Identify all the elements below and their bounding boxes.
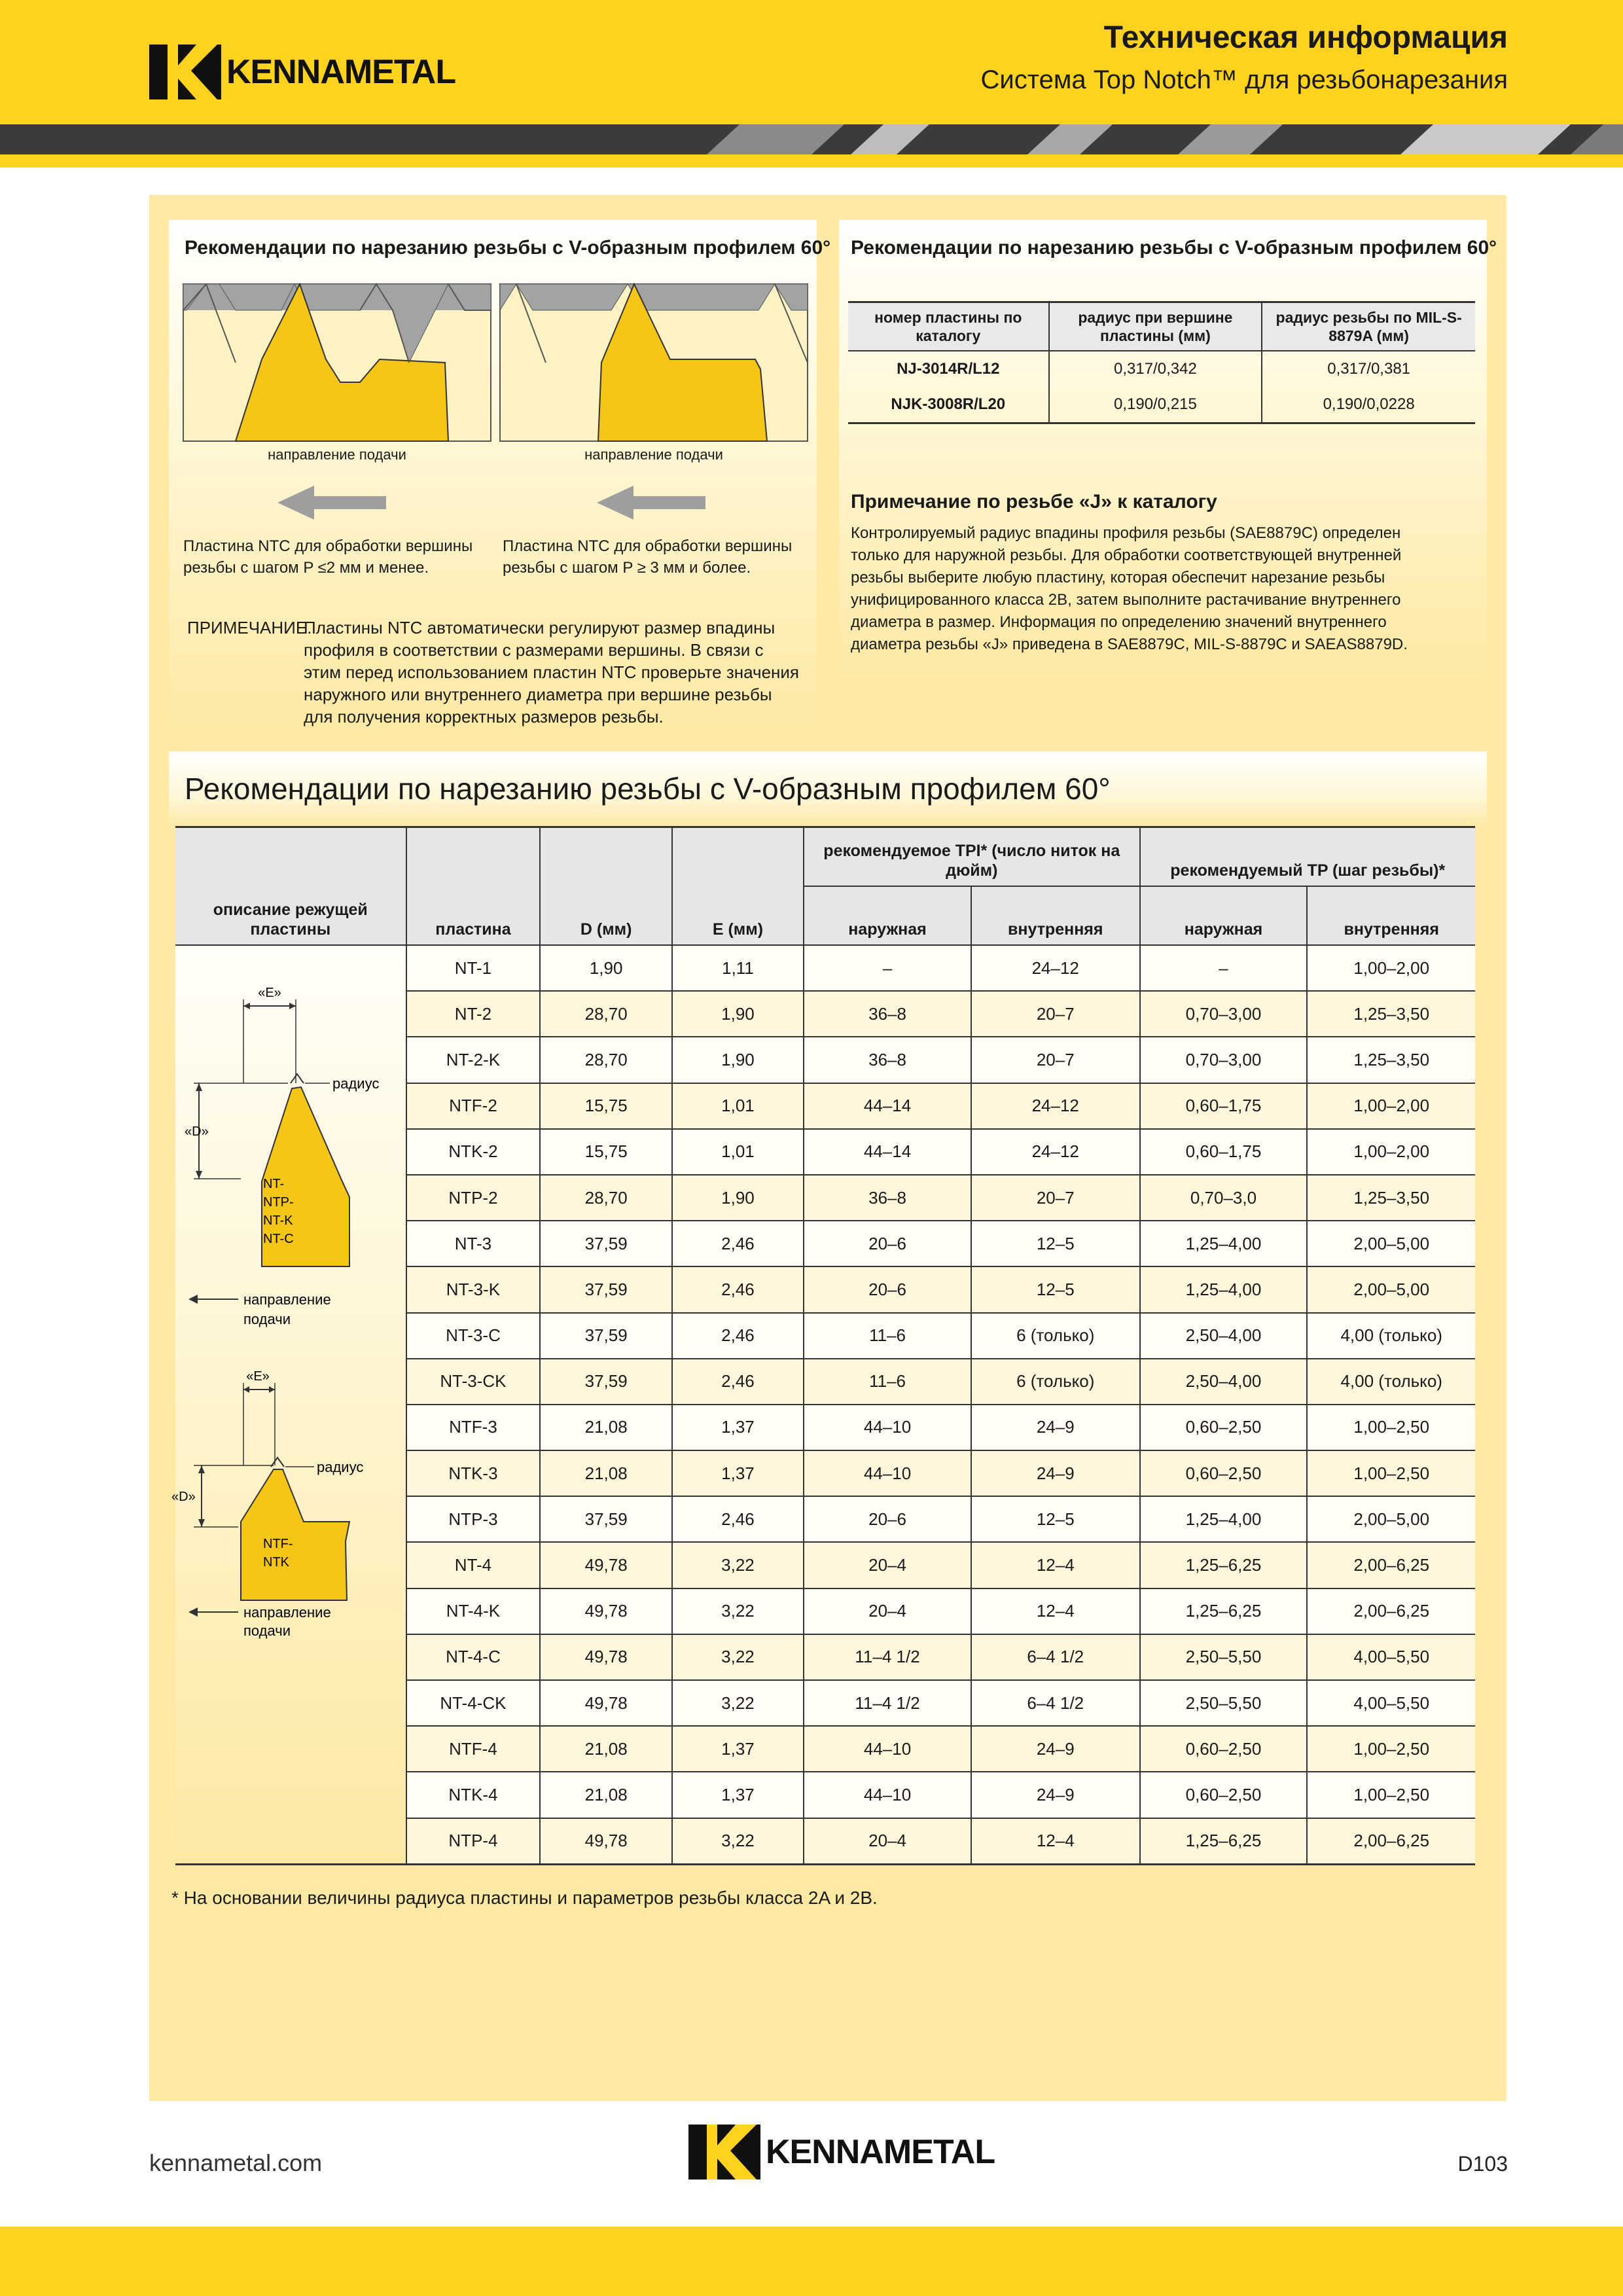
brand-wordmark: KENNAMETAL <box>226 53 456 91</box>
kennametal-logo-mark <box>688 2125 760 2179</box>
table-cell: 44–14 <box>804 1129 971 1175</box>
svg-text:NT-: NT- <box>263 1177 285 1191</box>
svg-text:NTK: NTK <box>263 1555 289 1570</box>
table-cell: 15,75 <box>540 1129 671 1175</box>
table-cell: 0,60–2,50 <box>1140 1405 1308 1450</box>
table-cell: NTK-3 <box>406 1450 541 1496</box>
table-cell: 1,01 <box>672 1083 804 1129</box>
table-cell: 1,90 <box>540 945 671 991</box>
arrow-left-icon <box>188 1295 198 1304</box>
table-cell: 1,25–4,00 <box>1140 1496 1308 1542</box>
table-cell: 1,90 <box>672 991 804 1037</box>
table-cell: 1,25–3,50 <box>1307 991 1475 1037</box>
footer-logo[interactable] <box>688 2125 995 2179</box>
table-cell: 44–10 <box>804 1726 971 1772</box>
arrow-left-icon <box>597 486 705 520</box>
table-cell: 20–4 <box>804 1542 971 1588</box>
col-header-tpi-int: внутренняя <box>971 886 1139 945</box>
table-cell: 36–8 <box>804 1175 971 1221</box>
table-cell: 20–7 <box>971 1037 1139 1083</box>
table-cell: 12–4 <box>971 1588 1139 1634</box>
table-cell: 0,60–2,50 <box>1140 1450 1308 1496</box>
table-cell: 2,00–5,00 <box>1307 1266 1475 1312</box>
svg-text:подачи: подачи <box>243 1623 291 1639</box>
col-header-tp-int: внутренняя <box>1307 886 1475 945</box>
note-line: диаметра резьбы «J» приведена в SAE8879C, MIL-S-8879C и SAEAS8879D. <box>851 636 1408 653</box>
table-cell: 0,317/0,381 <box>1262 351 1475 387</box>
j-thread-note-title: Примечание по резьбе «J» к каталогу <box>851 491 1217 512</box>
table-cell: 49,78 <box>540 1588 671 1634</box>
table-cell: NJK-3008R/L20 <box>848 387 1049 423</box>
table-cell: 24–12 <box>971 1083 1139 1129</box>
table-cell: 1,37 <box>672 1405 804 1450</box>
table-cell: 20–4 <box>804 1588 971 1634</box>
insert-diagram-cell <box>171 945 406 1864</box>
table-cell: 3,22 <box>672 1634 804 1680</box>
table-cell: 1,25–4,00 <box>1140 1221 1308 1266</box>
table-cell: 15,75 <box>540 1083 671 1129</box>
thread-profile-diagram-2 <box>500 284 808 442</box>
note-line: Пластины NTC автоматически регулируют размер впадины <box>304 618 776 637</box>
col-header-tp-ext: наружная <box>1140 886 1308 945</box>
table-cell: 0,190/0,215 <box>1049 387 1262 423</box>
table-cell: 24–12 <box>971 945 1139 991</box>
table-cell: 12–4 <box>971 1542 1139 1588</box>
page-subtitle: Система Top Notch™ для резьбонарезания <box>980 65 1508 94</box>
note-line: резьбы выберите любую пластину, которая обеспечит нарезание резьбы <box>851 569 1385 586</box>
table-cell: 6–4 1/2 <box>971 1680 1139 1726</box>
header-stripe <box>0 124 1623 154</box>
table-cell: 4,00 (только) <box>1307 1359 1475 1405</box>
table-cell: 4,00 (только) <box>1307 1313 1475 1359</box>
table-cell: NT-1 <box>406 945 541 991</box>
table-cell: 21,08 <box>540 1405 671 1450</box>
table-row <box>848 351 1475 387</box>
svg-text:подачи: подачи <box>243 1311 291 1327</box>
note-line: диаметра в размер. Информация по определению значений внутреннего <box>851 613 1387 631</box>
note-line: Контролируемый радиус впадины профиля резьбы (SAE8879C) определен <box>851 524 1401 542</box>
table-cell: 3,22 <box>672 1818 804 1865</box>
table-cell: 1,00–2,50 <box>1307 1450 1475 1496</box>
table-cell: 3,22 <box>672 1542 804 1588</box>
table-cell: 1,11 <box>672 945 804 991</box>
feed-direction-label-1: направление подачи <box>268 446 406 463</box>
thread-recommendation-table <box>171 826 1475 1865</box>
table-cell: 37,59 <box>540 1313 671 1359</box>
table-cell: 1,37 <box>672 1450 804 1496</box>
table-cell: 2,50–4,00 <box>1140 1313 1308 1359</box>
table-cell: 12–5 <box>971 1221 1139 1266</box>
table-cell: 6 (только) <box>971 1313 1139 1359</box>
insert-profile-diagrams <box>171 946 401 1839</box>
svg-text:направление: направление <box>243 1604 331 1621</box>
table-row <box>175 945 1475 991</box>
svg-text:«E»: «E» <box>246 1369 270 1384</box>
svg-text:направление: направление <box>243 1291 331 1308</box>
table-cell: NTP-2 <box>406 1175 541 1221</box>
table-cell: 2,50–4,00 <box>1140 1359 1308 1405</box>
table-cell: 1,90 <box>672 1037 804 1083</box>
arrow-left-icon <box>277 486 386 520</box>
table-cell: NJ-3014R/L12 <box>897 360 1000 378</box>
table-cell: – <box>1140 945 1308 991</box>
table-cell: 2,46 <box>672 1221 804 1266</box>
header-logo[interactable] <box>149 45 455 99</box>
table-cell: 2,46 <box>672 1313 804 1359</box>
table-header-row <box>175 827 1475 887</box>
note-line: наружного или внутреннего диаметра при вершине резьбы <box>304 685 772 704</box>
table-cell: 1,25–6,25 <box>1140 1818 1308 1865</box>
header-underline <box>0 154 1623 168</box>
table-cell: 1,25–6,25 <box>1140 1588 1308 1634</box>
table-cell: 0,60–1,75 <box>1140 1083 1308 1129</box>
radius-label: радиус <box>332 1075 380 1092</box>
table-cell: 0,60–1,75 <box>1140 1129 1308 1175</box>
note-line: профиля в соответствии с размерами вершины. В связи с <box>304 640 764 660</box>
page-title: Техническая информация <box>1103 20 1508 55</box>
table-cell: 0,70–3,00 <box>1140 991 1308 1037</box>
note-line: унифицированного класса 2B, затем выполните растачивание внутреннего <box>851 591 1401 609</box>
col-header-d: D (мм) <box>540 827 671 946</box>
radius-table <box>848 301 1475 424</box>
table-cell: 49,78 <box>540 1818 671 1865</box>
kennametal-logo-mark <box>149 45 221 99</box>
table-cell: 1,37 <box>672 1726 804 1772</box>
table-cell: 0,70–3,00 <box>1140 1037 1308 1083</box>
table-cell: 21,08 <box>540 1772 671 1818</box>
table-cell: NT-4-CK <box>406 1680 541 1726</box>
table-cell: 0,60–2,50 <box>1140 1772 1308 1818</box>
svg-text:NTP-: NTP- <box>263 1195 294 1210</box>
main-table-title: Рекомендации по нарезанию резьбы с V-образным профилем 60° <box>185 772 1111 806</box>
table-cell: NTP-4 <box>406 1818 541 1865</box>
table-cell: 0,70–3,0 <box>1140 1175 1308 1221</box>
table-cell: 1,25–3,50 <box>1307 1175 1475 1221</box>
table-cell: NT-2 <box>406 991 541 1037</box>
note-line: этим перед использованием пластин NTC проверьте значения <box>304 662 799 682</box>
footer-bar <box>0 2227 1623 2296</box>
table-cell: 49,78 <box>540 1680 671 1726</box>
arrow-left-icon <box>188 1607 198 1617</box>
caption-2-line1: Пластина NTC для обработки вершины <box>503 537 793 555</box>
table-cell: 24–9 <box>971 1772 1139 1818</box>
table-cell: NT-3 <box>406 1221 541 1266</box>
table-cell: 6–4 1/2 <box>971 1634 1139 1680</box>
table-cell: 28,70 <box>540 1037 671 1083</box>
table-cell: NT-2-K <box>406 1037 541 1083</box>
table-cell: NTF-2 <box>406 1083 541 1129</box>
col-header-catalog: номер пластины по каталогу <box>848 302 1049 351</box>
footnote: * На основании величины радиуса пластины и параметров резьбы класса 2A и 2B. <box>171 1888 878 1908</box>
col-header-desc: описание режущей пластины <box>175 827 406 946</box>
brand-wordmark: KENNAMETAL <box>766 2133 995 2171</box>
table-cell: 36–8 <box>804 1037 971 1083</box>
table-cell: – <box>804 945 971 991</box>
table-cell: 1,00–2,50 <box>1307 1772 1475 1818</box>
footer-url[interactable]: kennametal.com <box>149 2149 323 2176</box>
table-cell: 1,25–4,00 <box>1140 1266 1308 1312</box>
table-cell: 37,59 <box>540 1359 671 1405</box>
table-cell: 1,00–2,00 <box>1307 945 1475 991</box>
table-cell: 44–14 <box>804 1083 971 1129</box>
col-header-insert-radius: радиус при вершине пластины (мм) <box>1049 302 1262 351</box>
table-cell: 1,00–2,00 <box>1307 1129 1475 1175</box>
table-cell: 24–12 <box>971 1129 1139 1175</box>
table-cell: 11–4 1/2 <box>804 1680 971 1726</box>
note-text <box>304 617 799 728</box>
table-cell: 20–4 <box>804 1818 971 1865</box>
table-cell: NT-3-CK <box>406 1359 541 1405</box>
table-cell: 1,37 <box>672 1772 804 1818</box>
table-cell: 21,08 <box>540 1726 671 1772</box>
table-cell: 6 (только) <box>971 1359 1139 1405</box>
table-cell: 4,00–5,50 <box>1307 1634 1475 1680</box>
table-cell: 20–6 <box>804 1221 971 1266</box>
table-cell: 1,01 <box>672 1129 804 1175</box>
table-cell: NTK-4 <box>406 1772 541 1818</box>
col-header-tpi-ext: наружная <box>804 886 971 945</box>
table-cell: 2,00–5,00 <box>1307 1221 1475 1266</box>
table-cell: 2,00–6,25 <box>1307 1588 1475 1634</box>
table-cell: 21,08 <box>540 1450 671 1496</box>
table-cell: 28,70 <box>540 1175 671 1221</box>
table-cell: 11–6 <box>804 1313 971 1359</box>
table-cell: 20–6 <box>804 1266 971 1312</box>
table-cell: 44–10 <box>804 1450 971 1496</box>
table-cell: NT-3-C <box>406 1313 541 1359</box>
feed-direction-label-2: направление подачи <box>584 446 723 463</box>
table-cell: 37,59 <box>540 1221 671 1266</box>
table-row <box>848 387 1475 423</box>
table-cell: NTK-2 <box>406 1129 541 1175</box>
table-cell: 20–6 <box>804 1496 971 1542</box>
table-cell: 1,25–3,50 <box>1307 1037 1475 1083</box>
note-label: ПРИМЕЧАНИЕ. <box>187 618 312 637</box>
table-cell: 24–9 <box>971 1726 1139 1772</box>
table-cell: 12–5 <box>971 1266 1139 1312</box>
table-cell: 4,00–5,50 <box>1307 1680 1475 1726</box>
col-header-thread-radius: радиус резьбы по MIL-S-8879A (мм) <box>1262 302 1475 351</box>
table-cell: NTP-3 <box>406 1496 541 1542</box>
table-cell: 36–8 <box>804 991 971 1037</box>
table-cell: 11–6 <box>804 1359 971 1405</box>
table-cell: 49,78 <box>540 1634 671 1680</box>
table-cell: 24–9 <box>971 1450 1139 1496</box>
table-cell: 20–7 <box>971 1175 1139 1221</box>
page-number: D103 <box>1457 2152 1508 2176</box>
table-cell: 1,00–2,50 <box>1307 1726 1475 1772</box>
table-cell: NTF-3 <box>406 1405 541 1450</box>
table-cell: 49,78 <box>540 1542 671 1588</box>
d-mark-label: «D» <box>185 1124 209 1139</box>
col-header-e: E (мм) <box>672 827 804 946</box>
thread-profile-diagram-1 <box>183 284 491 442</box>
caption-1-line2: резьбы с шагом P ≤2 мм и менее. <box>183 559 429 577</box>
table-cell: 0,317/0,342 <box>1049 351 1262 387</box>
table-cell: 24–9 <box>971 1405 1139 1450</box>
table-cell: 37,59 <box>540 1496 671 1542</box>
table-cell: 3,22 <box>672 1680 804 1726</box>
svg-text:«D»: «D» <box>171 1490 196 1504</box>
table-cell: NTF-4 <box>406 1726 541 1772</box>
note-line: только для наружной резьбы. Для обработки соответствующей внутренней <box>851 547 1402 564</box>
col-header-tpi-group: рекомендуемое TPI* (число ниток на дюйм) <box>804 827 1139 887</box>
table-cell: 0,190/0,0228 <box>1262 387 1475 423</box>
caption-1-line1: Пластина NTC для обработки вершины <box>183 537 473 555</box>
table-cell: 2,00–5,00 <box>1307 1496 1475 1542</box>
table-cell: 0,60–2,50 <box>1140 1726 1308 1772</box>
table-cell: 3,22 <box>672 1588 804 1634</box>
table-cell: 44–10 <box>804 1405 971 1450</box>
table-cell: 11–4 1/2 <box>804 1634 971 1680</box>
svg-text:радиус: радиус <box>317 1459 364 1475</box>
table-cell: 2,46 <box>672 1496 804 1542</box>
table-cell: 1,00–2,00 <box>1307 1083 1475 1129</box>
svg-text:NT-C: NT-C <box>263 1232 294 1246</box>
table-cell: 1,90 <box>672 1175 804 1221</box>
table-cell: 2,50–5,50 <box>1140 1634 1308 1680</box>
radius-table-header <box>848 302 1475 351</box>
table-cell: 2,46 <box>672 1359 804 1405</box>
table-cell: 28,70 <box>540 991 671 1037</box>
svg-text:NTF-: NTF- <box>263 1537 293 1551</box>
table-cell: NT-4 <box>406 1542 541 1588</box>
table-cell: NT-3-K <box>406 1266 541 1312</box>
table-cell: 1,00–2,50 <box>1307 1405 1475 1450</box>
table-cell: 12–4 <box>971 1818 1139 1865</box>
left-box-title: Рекомендации по нарезанию резьбы с V-образным профилем 60° <box>185 237 831 259</box>
col-header-insert: пластина <box>406 827 541 946</box>
e-mark-label: «E» <box>258 986 281 1000</box>
table-cell: NT-4-K <box>406 1588 541 1634</box>
table-cell: 2,50–5,50 <box>1140 1680 1308 1726</box>
note-line: для получения корректных размеров резьбы. <box>304 707 664 726</box>
table-cell: 20–7 <box>971 991 1139 1037</box>
table-cell: NT-4-C <box>406 1634 541 1680</box>
table-cell: 37,59 <box>540 1266 671 1312</box>
caption-2-line2: резьбы с шагом P ≥ 3 мм и более. <box>503 559 751 577</box>
col-header-tp-group: рекомендуемый TP (шаг резьбы)* <box>1140 827 1476 887</box>
svg-text:NT-K: NT-K <box>263 1213 293 1228</box>
table-cell: 44–10 <box>804 1772 971 1818</box>
caption-2 <box>503 535 792 579</box>
table-cell: 2,00–6,25 <box>1307 1542 1475 1588</box>
j-thread-note-text <box>851 522 1408 656</box>
table-cell: 2,00–6,25 <box>1307 1818 1475 1865</box>
right-box-title: Рекомендации по нарезанию резьбы с V-образным профилем 60° <box>851 237 1497 259</box>
caption-1 <box>183 535 473 579</box>
table-cell: 2,46 <box>672 1266 804 1312</box>
table-cell: 12–5 <box>971 1496 1139 1542</box>
table-cell: 1,25–6,25 <box>1140 1542 1308 1588</box>
